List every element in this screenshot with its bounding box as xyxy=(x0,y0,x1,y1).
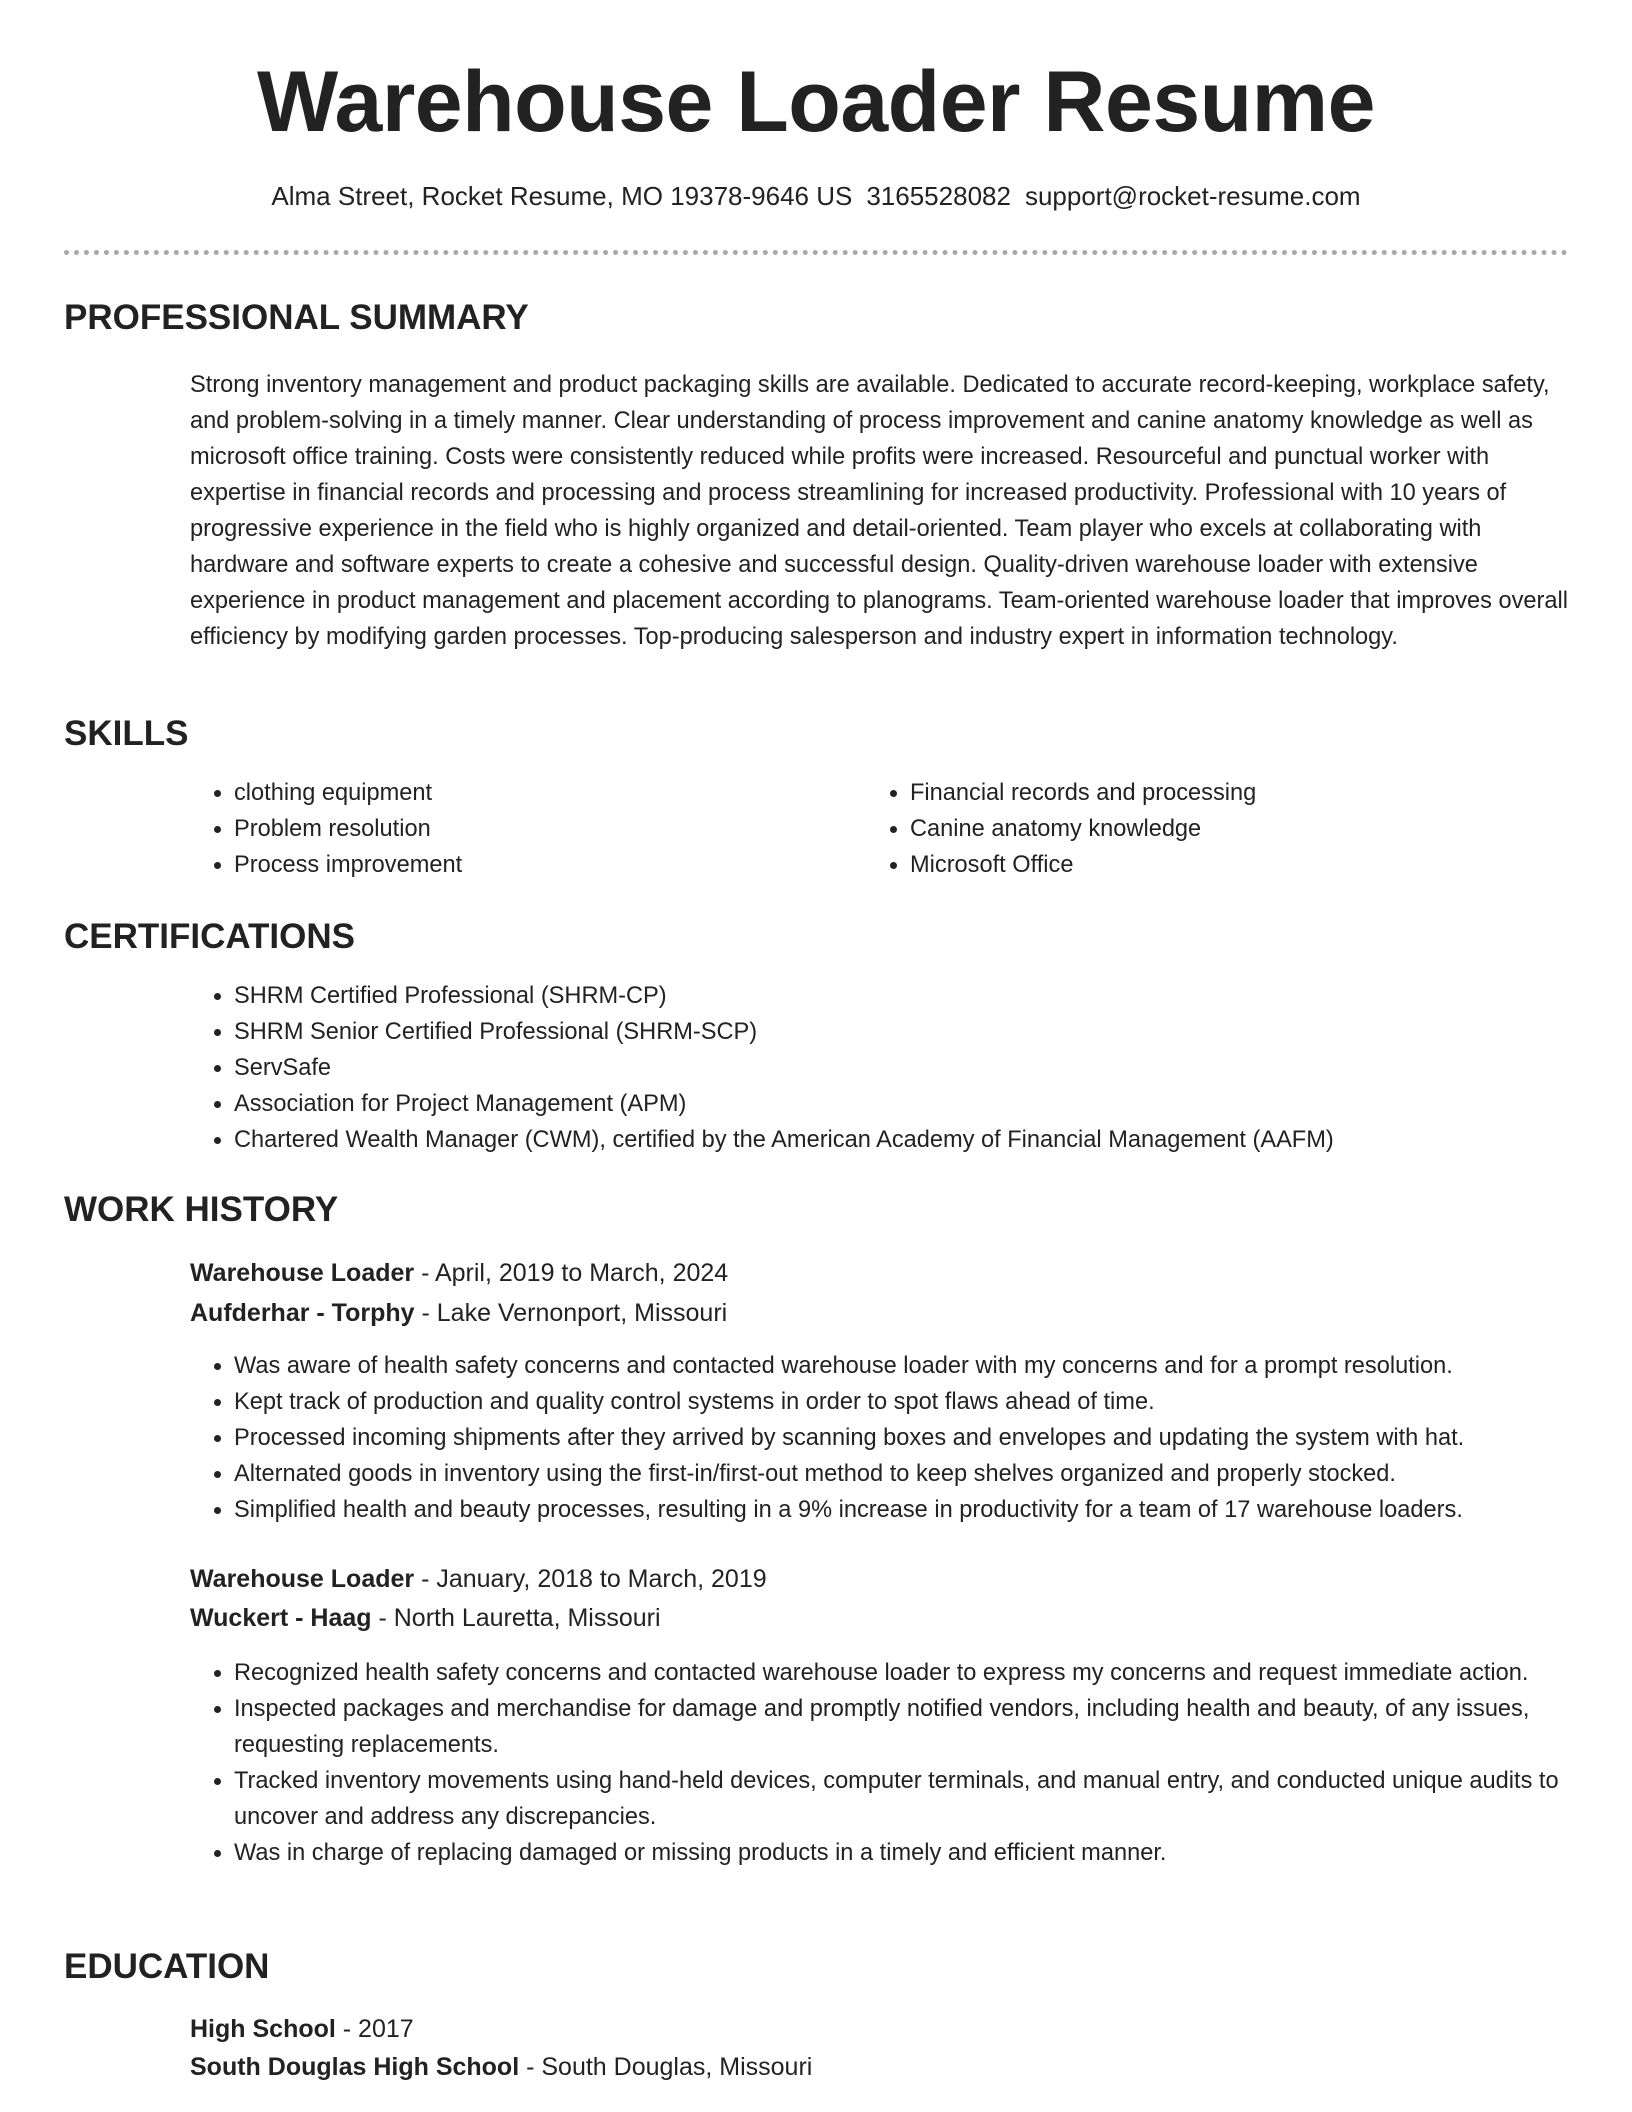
contact-phone: 3165528082 xyxy=(866,181,1011,211)
job-company-line xyxy=(190,1600,661,1636)
job-location: - Lake Vernonport, Missouri xyxy=(414,1299,728,1327)
contact-line xyxy=(0,178,1632,214)
job-bullet: • Simplified health and beauty processes, resulting in a 9% increase in productivity for a team of 17 warehouse loaders. xyxy=(234,1492,1624,1528)
section-heading-work-history: WORK HISTORY xyxy=(64,1190,339,1229)
job-company: Aufderhar - Torphy xyxy=(190,1299,415,1327)
job-bullet: • Inspected packages and merchandise for damage and promptly notified vendors, including health and beauty, of any issues, requesting replacements. xyxy=(234,1691,1589,1763)
certification-item: • Chartered Wealth Manager (CWM), certified by the American Academy of Financial Management (AAFM) xyxy=(234,1122,1614,1158)
summary-text: Strong inventory management and product packaging skills are available. Dedicated to accurate record-keeping, workplace safety, and problem-solving in a timely manner. Clear understanding of process improvement and canine anatomy knowledge as well as microsoft office training. Costs were consistently reduced while profits were increased. Resourceful and punctual worker with expertise in financial records and processing and process streamlining for increased productivity. Professional with 10 years of progressive experience in the field who is highly organized and detail-oriented. Team player who excels at collaborating with hardware and software experts to create a cohesive and successful design. Quality-driven warehouse loader with extensive experience in product management and placement according to planograms. Team-oriented warehouse loader that improves overall efficiency by modifying garden processes. Top-producing salesperson and industry expert in information technology. xyxy=(190,372,1568,650)
job-bullet: • Was in charge of replacing damaged or missing products in a timely and efficient manner. xyxy=(234,1835,1589,1871)
section-heading-skills: SKILLS xyxy=(64,714,189,753)
job-company: Wuckert - Haag xyxy=(190,1604,372,1632)
job-title-line xyxy=(190,1561,767,1597)
education-year: - 2017 xyxy=(335,2015,414,2043)
skills-list-right xyxy=(866,775,1570,883)
job-title: Warehouse Loader xyxy=(190,1259,415,1287)
job-dates: - January, 2018 to March, 2019 xyxy=(414,1565,767,1593)
job-bullet: • Tracked inventory movements using hand-held devices, computer terminals, and manual entry, and conducted unique audits to uncover and address any discrepancies. xyxy=(234,1763,1589,1835)
section-heading-certifications: CERTIFICATIONS xyxy=(64,917,356,956)
skill-item: • Process improvement xyxy=(234,847,834,883)
job-dates: - April, 2019 to March, 2024 xyxy=(414,1259,729,1287)
skill-item: • Problem resolution xyxy=(234,811,834,847)
certification-item: • SHRM Senior Certified Professional (SHRM-SCP) xyxy=(234,1014,1614,1050)
job-title: Warehouse Loader xyxy=(190,1565,415,1593)
job-bullets xyxy=(190,1655,1589,1871)
education-degree: High School xyxy=(190,2015,336,2043)
job-bullet: • Alternated goods in inventory using the first-in/first-out method to keep shelves organized and properly stocked. xyxy=(234,1456,1624,1492)
job-company-line xyxy=(190,1295,727,1331)
job-bullet: • Recognized health safety concerns and contacted warehouse loader to express my concerns and request immediate action. xyxy=(234,1655,1589,1691)
certification-item: • ServSafe xyxy=(234,1050,1614,1086)
skill-item: • Microsoft Office xyxy=(910,847,1570,883)
education-school-line xyxy=(190,2049,812,2085)
certification-item: • SHRM Certified Professional (SHRM-CP) xyxy=(234,978,1614,1014)
job-bullet: • Kept track of production and quality control systems in order to spot flaws ahead of time. xyxy=(234,1384,1624,1420)
contact-email: support@rocket-resume.com xyxy=(1024,181,1361,211)
section-heading-summary: PROFESSIONAL SUMMARY xyxy=(64,298,529,337)
certification-item: • Association for Project Management (APM) xyxy=(234,1086,1614,1122)
contact-address: Alma Street, Rocket Resume, MO 19378-9646 US xyxy=(271,181,853,211)
education-degree-line xyxy=(190,2011,414,2047)
certifications-list xyxy=(190,978,1614,1158)
education-school: South Douglas High School xyxy=(190,2053,520,2081)
header-divider xyxy=(64,250,1568,255)
job-bullet: • Was aware of health safety concerns and contacted warehouse loader with my concerns and for a prompt resolution. xyxy=(234,1348,1624,1384)
skills-list-left xyxy=(190,775,834,883)
section-heading-education: EDUCATION xyxy=(64,1947,270,1986)
job-location: - North Lauretta, Missouri xyxy=(371,1604,661,1632)
education-location: - South Douglas, Missouri xyxy=(519,2053,813,2081)
job-title-line xyxy=(190,1255,728,1291)
resume-title: Warehouse Loader Resume xyxy=(257,54,1375,150)
skill-item: • clothing equipment xyxy=(234,775,834,811)
skill-item: • Financial records and processing xyxy=(910,775,1570,811)
skill-item: • Canine anatomy knowledge xyxy=(910,811,1570,847)
job-bullet: • Processed incoming shipments after they arrived by scanning boxes and envelopes and updating the system with hat. xyxy=(234,1420,1624,1456)
job-bullets xyxy=(190,1348,1624,1528)
